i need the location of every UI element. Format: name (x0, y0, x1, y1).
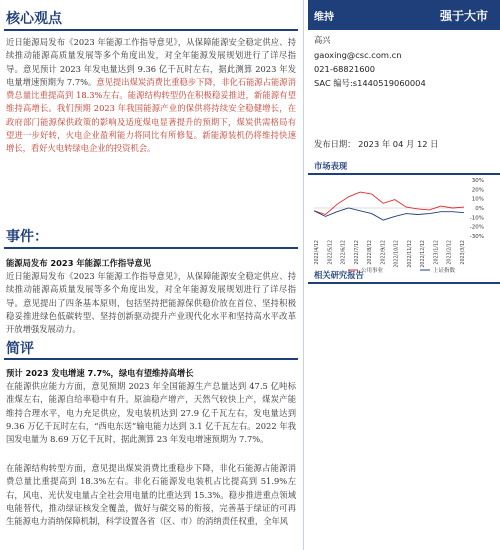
y-tick-label: 30% (471, 178, 484, 184)
market-chart (308, 160, 500, 278)
x-tick-label: 2022/10/12 (394, 240, 400, 268)
rating-value: 强于大市 (439, 9, 488, 23)
y-tick-label: -10% (469, 215, 484, 222)
x-tick-label: 2023/3/12 (461, 240, 466, 265)
x-tick-label: 2022/4/12 (315, 240, 320, 265)
event-paragraph: 近日能源局发布《2023 年能源工作指导意见》，从保障能源安全稳定供应、持续推动能源高质量发展等多个角度出发，对全年能源发展规划进行了详尽指导。意见提出了四条基本原则，包括坚持把能源保供稳价放在首位、坚持积极稳妥推进绿色低碳转型、坚持创新驱动提升产业现代化水平和坚持高水平改革开放增强发展动力。 (6, 271, 296, 335)
x-tick-label: 2023/2/12 (447, 240, 453, 265)
core-paragraph-red: 意见提出煤炭消费比重稳步下降，非化石能源占能源消费总量比重提高到 18.3%左右。能源结构转型仍在积极稳妥推进，新能源有望维持高增长。我们预期 2023 年我国能源产业的保供将持续安全稳健增长，在政府部门能源保供政策的影响及适度煤电显著提升的预期下，煤炭供需格局有望进一步好转，火电企业盈利能力将同比有所修复。新能源装机仍将维持快速增长，看好火电转绿电企业的投资机会。 (6, 76, 296, 154)
rating-bar (308, 0, 500, 30)
x-tick-label: 2022/11/12 (407, 240, 413, 268)
x-tick-label: 2022/9/12 (381, 240, 387, 265)
analyst-email[interactable]: gaoxing@csc.com.cn (314, 50, 402, 60)
review-paragraph-1: 在能源供应能力方面，意见预期 2023 年全国能源生产总量达到 47.5 亿吨标准煤左右，能源自给率稳中有升。原油稳产增产，天然气较快上产，煤炭产能维持合理水平，电力充足供应，发电装机达到 27.9 亿千瓦左右，发电量达到 9.36 万亿千瓦时左右，“西电东送”输电能力达到 3.1 亿千瓦左右。2022 年我国发电量为 8.69 万亿千瓦时，据此测算 23 年发电增速预期为 7.7%。 (6, 381, 296, 445)
event-title: 事件： (6, 229, 48, 245)
review-rule (4, 358, 298, 360)
market-chart-svg (308, 160, 500, 278)
core-rule (4, 29, 298, 31)
related-rule (308, 282, 500, 284)
analyst-name: 高兴 (314, 35, 331, 45)
y-tick-label: -20% (469, 224, 484, 231)
market-title: 市场表现 (314, 161, 348, 171)
y-tick-label: 0% (475, 206, 484, 212)
publish-date: 发布日期： 2023 年 04 月 12 日 (314, 139, 439, 149)
x-tick-label: 2022/12/12 (421, 240, 427, 268)
market-rule (308, 173, 500, 175)
review-title: 简评 (6, 341, 34, 357)
y-tick-label: 10% (471, 196, 484, 203)
legend-label: 公用事业 (361, 268, 384, 274)
y-tick-label: 20% (471, 187, 484, 194)
x-tick-label: 2023/1/12 (434, 240, 440, 265)
column-divider (303, 0, 304, 550)
core-paragraph-black: 近日能源局发布《2023 年能源工作指导意见》，从保障能源安全稳定供应、持续推动能源高质量发展等多个角度出发，对全年能源发展规划进行了详尽指导。意见预计 2023 年发电量达到 9.36 亿千瓦时左右，据此测算 2023 年发电量增速预期为 7.7%。 (6, 37, 296, 87)
x-tick-label: 2022/8/12 (368, 240, 374, 265)
core-paragraph (6, 36, 296, 156)
event-headline: 能源局发布 2023 年能源工作指导意见 (6, 258, 152, 268)
review-paragraph-2: 在能源结构转型方面，意见提出煤炭消费比重稳步下降，非化石能源占能源消费总量比重提高到 18.3%左右。非化石能源发电装机占比提高到 51.9%左右，风电、光伏发电量占全社会用电量的比重达到 15.3%。稳步推进重点领域电能替代，推动绿证核发全覆盖，做好与碳交易的衔接，完善基于绿证的可再生能源电力消纳保障机制，科学设置各省（区、市）的消纳责任权重，全年风 (6, 463, 296, 527)
analyst-sac: SAC 编号:s1440519060004 (314, 78, 426, 88)
analyst-phone: 021-68821600 (314, 64, 376, 74)
rating-label: 维持 (314, 12, 334, 23)
sidebar (308, 0, 500, 550)
related-title: 相关研究报告 (314, 270, 364, 280)
series-line-上证指数 (314, 208, 464, 220)
series-line-公用事业 (314, 192, 464, 214)
core-title: 核心观点 (6, 11, 62, 27)
legend-label: 上证指数 (433, 268, 456, 274)
x-tick-label: 2022/6/12 (341, 240, 347, 265)
y-tick-label: -30% (469, 234, 484, 240)
x-tick-label: 2022/5/12 (328, 240, 334, 265)
x-tick-label: 2022/7/12 (354, 240, 360, 265)
review-headline: 预计 2023 发电增速 7.7%，绿电有望维持高增长 (6, 368, 194, 378)
event-rule (4, 247, 298, 249)
